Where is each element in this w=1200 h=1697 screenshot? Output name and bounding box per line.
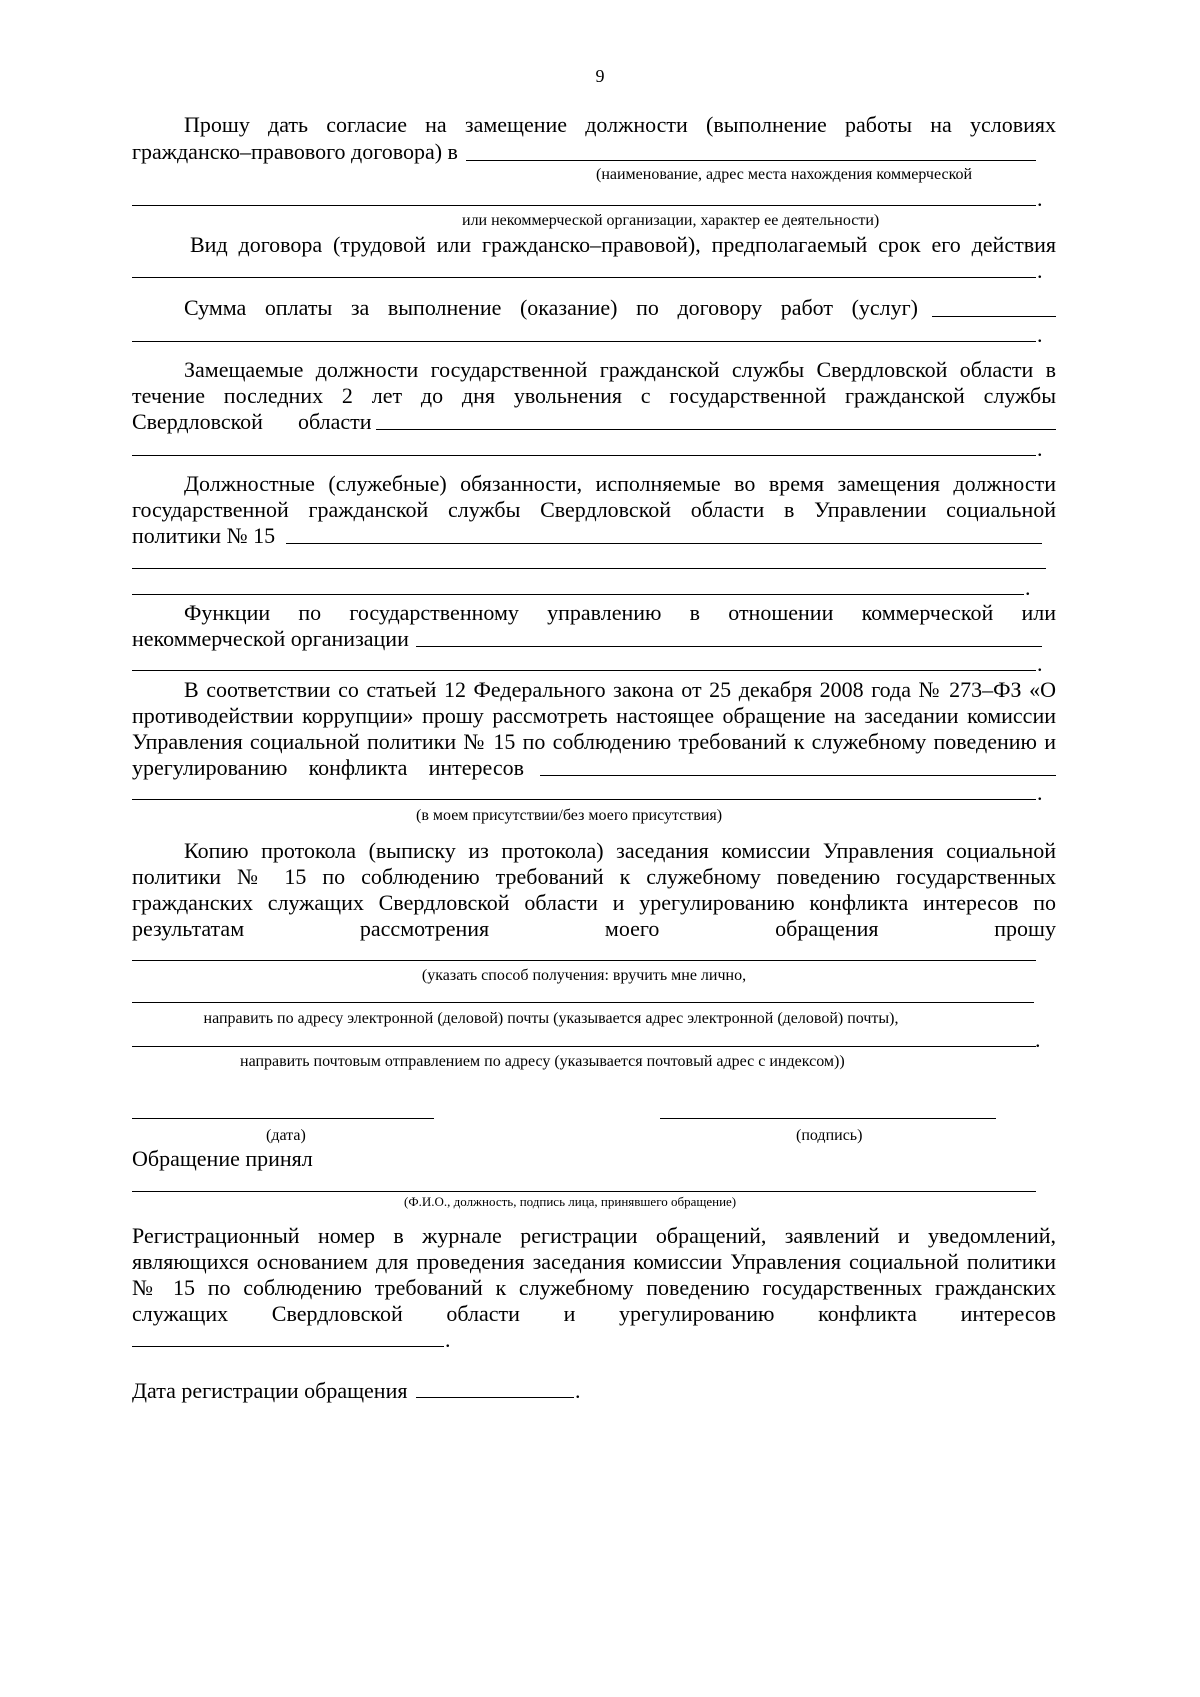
delivery-method-field-3[interactable] xyxy=(132,1046,1036,1047)
p5-line2: государственной гражданской службы Свердловской области в Управлении социальной xyxy=(132,497,1056,522)
p8-line4: результатам рассмотрения моего обращения прошу xyxy=(132,916,1056,941)
p4-line2: течение последних 2 лет до дня увольнения с государственной гражданской службы xyxy=(132,383,1056,408)
p4-line1: Замещаемые должности государственной гражданской службы Свердловской области в xyxy=(184,357,1056,382)
registration-dot: . xyxy=(445,1327,451,1352)
p1-hint2: или некоммерческой организации, характер ее деятельности) xyxy=(462,212,880,229)
p7-line4: урегулированию конфликта интересов xyxy=(132,755,524,780)
page-number: 9 xyxy=(595,66,605,86)
payment-field[interactable] xyxy=(932,316,1056,317)
functions-field-2[interactable] xyxy=(132,670,1036,671)
p8-line1: Копию протокола (выписку из протокола) заседания комиссии Управления социальной xyxy=(184,838,1056,863)
p1-hint1: (наименование, адрес места нахождения коммерческой xyxy=(596,166,973,183)
accepted-label: Обращение принял xyxy=(132,1146,313,1171)
p4-line3-a: Свердловской xyxy=(132,409,263,434)
registration-line1: Регистрационный номер в журнале регистрации обращений, заявлений и уведомлений, xyxy=(132,1223,1056,1248)
org-name-field-2[interactable] xyxy=(132,205,1036,206)
p2-dot: . xyxy=(1037,258,1043,283)
duties-field-3[interactable] xyxy=(132,594,1024,595)
functions-field[interactable] xyxy=(416,646,1042,647)
p6-line2: некоммерческой организации xyxy=(132,626,409,651)
registration-line2: являющихся основанием для проведения заседания комиссии Управления социальной политики xyxy=(132,1249,1056,1274)
p1-dot: . xyxy=(1037,186,1043,211)
accepted-by-field[interactable] xyxy=(132,1191,1036,1192)
duties-field[interactable] xyxy=(286,543,1042,544)
p3-line1: Сумма оплаты за выполнение (оказание) по договору работ (услуг) xyxy=(184,295,918,320)
date-field[interactable] xyxy=(132,1118,434,1119)
registration-date-dot: . xyxy=(575,1378,581,1403)
delivery-method-field-2[interactable] xyxy=(132,1002,1034,1003)
contract-type-field[interactable] xyxy=(132,277,1036,278)
date-label: (дата) xyxy=(266,1127,306,1144)
signature-field[interactable] xyxy=(660,1118,996,1119)
p8-dot: . xyxy=(1035,1027,1041,1052)
payment-field-2[interactable] xyxy=(132,341,1036,342)
p5-line3: политики № 15 xyxy=(132,523,276,548)
registration-date-field[interactable] xyxy=(416,1397,574,1398)
p6-dot: . xyxy=(1037,651,1043,676)
p8-line3: гражданских служащих Свердловской области и урегулированию конфликта интересов по xyxy=(132,890,1056,915)
presence-field[interactable] xyxy=(540,775,1056,776)
duties-field-2[interactable] xyxy=(132,568,1046,569)
registration-date-label: Дата регистрации обращения xyxy=(132,1378,408,1403)
p7-line3: Управления социальной политики № 15 по соблюдению требований к служебному поведению и xyxy=(132,729,1056,754)
p7-dot: . xyxy=(1037,780,1043,805)
registration-line4: служащих Свердловской области и урегулированию конфликта интересов xyxy=(132,1301,1056,1326)
p7-line1: В соответствии со статьей 12 Федерального закона от 25 декабря 2008 года № 273–ФЗ «О xyxy=(184,677,1056,702)
registration-number-field[interactable] xyxy=(132,1346,444,1347)
positions-field[interactable] xyxy=(376,429,1056,430)
p8-hint1: (указать способ получения: вручить мне лично, xyxy=(421,967,747,984)
p4-line3-b: области xyxy=(298,409,372,434)
registration-line3: № 15 по соблюдению требований к служебному поведению государственных гражданских xyxy=(132,1275,1056,1300)
p8-line2: политики № 15 по соблюдению требований к служебному поведению государственных xyxy=(132,864,1056,889)
p8-hint2: направить по адресу электронной (деловой) почты (указывается адрес электронной (деловой) почты), xyxy=(203,1010,899,1027)
p5-line1: Должностные (служебные) обязанности, исполняемые во время замещения должности xyxy=(184,471,1056,496)
p5-dot: . xyxy=(1025,575,1031,600)
presence-field-2[interactable] xyxy=(132,799,1036,800)
delivery-method-field[interactable] xyxy=(132,960,1036,961)
org-name-field[interactable] xyxy=(466,160,1036,161)
p3-dot: . xyxy=(1037,322,1043,347)
p4-dot: . xyxy=(1037,436,1043,461)
p1-line1: Прошу дать согласие на замещение должности (выполнение работы на условиях xyxy=(184,112,1056,137)
p8-hint3: направить почтовым отправлением по адресу (указывается почтовый адрес с индексом)) xyxy=(240,1053,845,1070)
positions-field-2[interactable] xyxy=(132,455,1036,456)
p1-line2: гражданско–правового договора) в xyxy=(132,139,458,164)
accepted-hint: (Ф.И.О., должность, подпись лица, принявшего обращение) xyxy=(404,1194,737,1209)
p7-hint: (в моем присутствии/без моего присутствия) xyxy=(416,807,723,824)
p6-line1: Функции по государственному управлению в отношении коммерческой или xyxy=(184,600,1056,625)
p2-line1: Вид договора (трудовой или гражданско–правовой), предполагаемый срок его действия xyxy=(190,232,1056,257)
signature-label: (подпись) xyxy=(796,1127,863,1144)
p7-line2: противодействии коррупции» прошу рассмотреть настоящее обращение на заседании комиссии xyxy=(132,703,1056,728)
